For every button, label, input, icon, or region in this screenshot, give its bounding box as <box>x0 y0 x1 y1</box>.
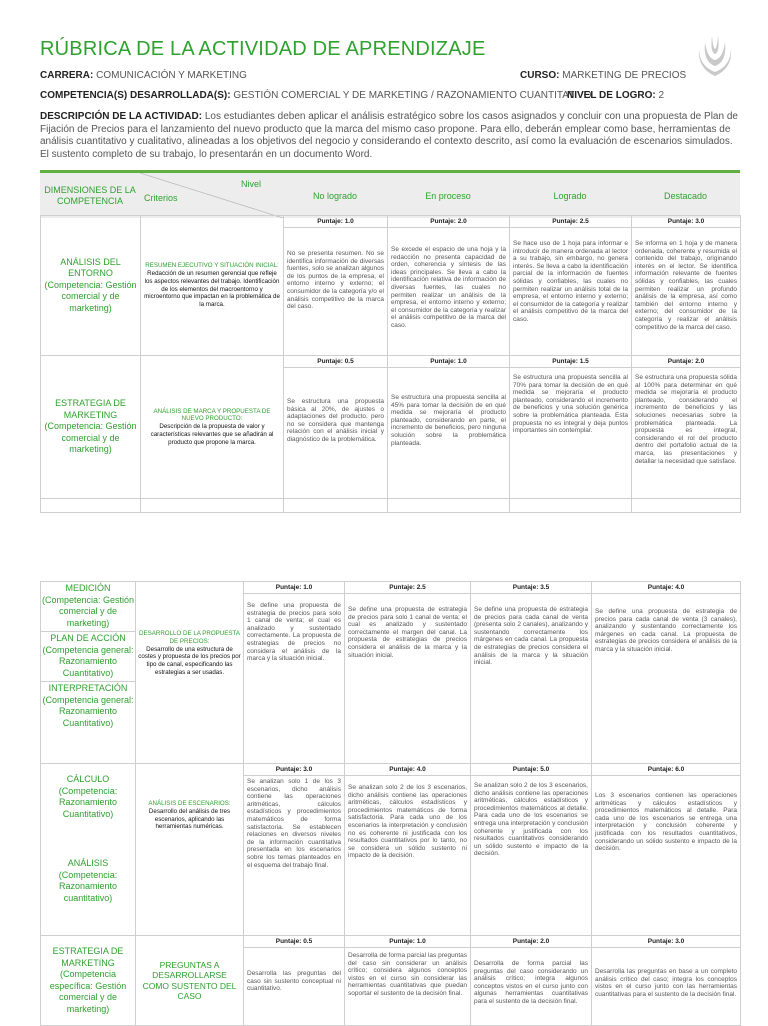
score-label: Puntaje: 1.0 <box>284 216 387 228</box>
dimension-label: ANÁLISIS (Competencia: Razonamiento cuantitativo) <box>58 858 118 903</box>
competencias-value: GESTIÓN COMERCIAL Y DE MARKETING / RAZONAMIENTO CUANTITATIVO <box>233 90 592 101</box>
empty-cell <box>388 499 510 513</box>
level-text: Se analizan solo 2 de los 3 escenarios, dicho análisis contiene las operaciones aritméticas, cálculos estadísticos y procedimientos matemáticos de forma satisfactoria. Para cada uno de los escenarios la interpretación y conclusión no es coherente ni justificada con los resultados cuantitativos por lo tanto, no se considera un sólido sustento ni impacto de la decisión. <box>348 784 467 860</box>
carrera-field <box>40 70 247 81</box>
criterio-title: ANÁLISIS DE ESCENARIOS: <box>148 800 231 807</box>
criterio-title: DESARROLLO DE LA PROPUESTA DE PRECIOS: <box>139 630 240 645</box>
score-label: Puntaje: 2.5 <box>510 216 631 228</box>
carrera-label: CARRERA: <box>40 70 94 81</box>
dimension-label: ESTRATEGIA DE MARKETING (Competencia específica: Gestión comercial y de marketing) <box>49 946 127 1014</box>
level-cell <box>284 216 388 356</box>
level-text: Se analizan solo 1 de los 3 escenarios, dicho análisis contiene las operaciones aritméticas, cálculos estadísticos y procedimientos matemáticos de forma satisfactoria. Se establecen relaciones en diversos niveles de la información cuantitativa presentada en los escenarios sobre los temas planteados en el esquema del trabajo final. <box>247 778 341 869</box>
level-cell <box>592 764 741 936</box>
dimension-label: CÁLCULO (Competencia: Razonamiento Cuantitativo) <box>58 774 118 819</box>
level-text: Se analizan solo 2 de los 3 escenarios, dicho análisis contiene las operaciones aritméticas, cálculos estadísticos y procedimientos matemáticos al detalle. Para cada uno de los escenarios se entrega una interpretación y conclusión coherente y justificada con los resultados cuantitativos considerando un sólido sustento e impacto de la decisión. <box>474 782 588 858</box>
university-logo-icon <box>693 32 737 80</box>
score-label: Puntaje: 4.0 <box>592 582 740 594</box>
level-text: Se define una propuesta de estrategia de precios para cada canal de venta (presenta solo 2 canales), analizando y sustentando correctamente los márgenes en cada canal. La propuesta de estrategias de precios considera el análisis de la marca y la situación inicial. <box>474 606 588 667</box>
competencias-label: COMPETENCIA(S) DESARROLLADA(S): <box>40 90 231 101</box>
dimensiones-header: DIMENSIONES DE LA COMPETENCIA <box>44 184 136 206</box>
score-label: Puntaje: 2.5 <box>345 582 470 594</box>
curso-label: CURSO: <box>520 70 560 81</box>
score-label: Puntaje: 2.0 <box>388 216 509 228</box>
rubric-header <box>40 170 740 218</box>
dimension-cell <box>41 764 136 936</box>
criterios-header: Criterios <box>144 193 178 203</box>
score-label: Puntaje: 4.0 <box>345 764 470 776</box>
level-header-no-logrado: No logrado <box>312 190 358 201</box>
criterio-desc: Redacción de un resumen gerencial que refleje los aspectos relevantes del trabajo. Identificación de los elementos del macroentorno y microentorno que impactan en la problemática de la marca. <box>144 269 280 309</box>
criterio-desc: Descripción de la propuesta de valor y características relevantes que se añadirán al producto que propone la marca. <box>150 423 274 446</box>
activity-description <box>40 111 740 161</box>
criterio-title: PREGUNTAS A DESARROLLARSE COMO SUSTENTO DEL CASO <box>142 959 237 1001</box>
criterio-title: ANÁLISIS DE MARCA Y PROPUESTA DE NUEVO PRODUCTO: <box>153 407 271 423</box>
criterio-cell <box>136 936 244 1026</box>
score-label: Puntaje: 1.5 <box>510 356 631 368</box>
dimension-label: ESTRATEGIA DE MARKETING (Competencia: Gestión comercial y de marketing) <box>44 398 137 455</box>
curso-value: MARKETING DE PRECIOS <box>562 70 687 81</box>
level-cell <box>345 936 471 1026</box>
level-cell <box>244 764 345 936</box>
level-cell <box>345 764 471 936</box>
level-text: Se define una propuesta de estrategia de precios para cada canal de venta (3 canales), analizando y sustentando correctamente los márgenes en cada canal. La propuesta de estrategias de precios considera el análisis de la marca y la situación inicial. <box>595 608 737 653</box>
level-cell <box>345 582 471 764</box>
level-text: Se informa en 1 hoja y de manera ordenada, coherente y resumida el contenido del trabajo, originando interés en el lector. Se identifica información relevante de fuentes sólidas y confiables, las cuales permiten realizar un profundo análisis de la empresa, así como también del entorno interno y externo; del consumidor de la categoría y realizar el análisis competitivo de la marca del caso. <box>635 240 737 331</box>
level-cell <box>471 936 592 1026</box>
level-cell <box>632 216 741 356</box>
empty-cell <box>141 499 284 513</box>
empty-cell <box>284 499 388 513</box>
competencias-field <box>40 90 592 101</box>
level-text: Se estructura una propuesta sencilla al 45% para tomar la decisión de en qué medida se mejoraría el producto planteado, considerando en parte, el incremento de beneficios, pero ninguna solución sobre la problemática planteada. <box>391 394 506 447</box>
nivel-header: Nivel <box>240 179 261 189</box>
level-header-destacado: Destacado <box>663 190 708 201</box>
desc-value: Los estudiantes deben aplicar el análisis estratégico sobre los casos asignados y concluir con una propuesta de Plan de Fijación de Precios para el lanzamiento del nuevo producto que la marca del mismo caso propone. Para ello, deberán emplear como base, herramientas de análisis cuantitativo y cualitativo, alineadas a los objetivos del negocio y considerando el contexto descrito, así como la evaluación de escenarios simulados. El sustento completo de su trabajo, lo presentarán en un documento Word. <box>40 111 738 160</box>
table-row <box>41 499 741 513</box>
level-text: Se estructura una propuesta básica al 20%, de ajustes o adaptaciones del producto, pero no se considera que mantenga relación con el análisis inicial y diagnóstico de la problemática. <box>287 398 384 443</box>
level-cell <box>388 216 510 356</box>
level-text: Desarrolla las preguntas del caso sin sustento conceptual ni cuantitativo. <box>247 970 341 993</box>
nivel-label: NIVEL DE LOGRO: <box>567 90 656 101</box>
level-text: Se estructura una propuesta sólida al 100% para determinar en qué medida se mejoraría el producto planteado, considerando el incremento de beneficios y las soluciones necesarias sobre la problemática planteada. La propuesta es integral, considerando el rol del producto dentro del portafolio actual de la marca, las presentaciones y detallar la necesidad que satisface. <box>635 374 737 465</box>
table-row <box>41 216 741 356</box>
level-text: Se define una propuesta de estrategia de precios para solo 1 canal de venta; el cual es analizado y sustentado correctamente. La propuesta de estrategias de precios no considera el análisis de la marca y la situación inicial. <box>247 602 341 663</box>
level-cell <box>632 356 741 499</box>
level-text: Los 3 escenarios contienen las operaciones aritméticas y cálculos estadísticos y procedimientos matemáticos al detalle. Para cada uno de los escenarios se entrega una interpretación y conclusión coherente y justificada con los resultados cuantitativos, considerando un sólido sustento e impacto de la decisión. <box>595 792 737 853</box>
level-cell <box>388 356 510 499</box>
score-label: Puntaje: 0.5 <box>284 356 387 368</box>
dimension-label: MEDICIÓN (Competencia: Gestión comercial y de marketing) <box>41 582 135 632</box>
dimension-cell <box>41 356 141 499</box>
table-row <box>41 936 741 1026</box>
level-cell <box>244 582 345 764</box>
dimension-cell <box>41 936 136 1026</box>
dimension-label: ANÁLISIS DEL ENTORNO (Competencia: Gestión comercial y de marketing) <box>44 256 137 313</box>
criterio-cell <box>141 356 284 499</box>
level-header-en-proceso: En proceso <box>425 190 471 201</box>
score-label: Puntaje: 6.0 <box>592 764 740 776</box>
score-label: Puntaje: 1.0 <box>345 936 470 948</box>
page-title: RÚBRICA DE LA ACTIVIDAD DE APRENDIZAJE <box>40 38 486 60</box>
level-text: Se estructura una propuesta sencilla al 70% para tomar la decisión de en qué medida se mejoraría el producto planteado, considerando el incremento de beneficios y una solución genérica sobre la problemática planteada. Esta propuesta no es integral y deja puntos importantes sin contemplar. <box>513 374 628 435</box>
level-cell <box>592 582 741 764</box>
dimension-label: PLAN DE ACCIÓN (Competencia general: Razonamiento Cuantitativo) <box>41 632 135 682</box>
empty-cell <box>510 499 632 513</box>
rubric-table-page-1 <box>40 215 741 513</box>
level-text: Se hace uso de 1 hoja para informar e introducir de manera ordenada al lector a su trabajo, sin embargo, no genera interés. Se lleva a cabo la identificación parcial de la información de fuentes sólidas y confiables, las cuales no permiten realizar un análisis total de la empresa, el entorno interno y externo; el consumidor de la categoría y realizar el análisis competitivo de la marca del caso. <box>513 240 628 323</box>
empty-cell <box>632 499 741 513</box>
criterios-nivel-header <box>140 173 283 218</box>
rubric-table-page-2 <box>40 581 741 1026</box>
score-label: Puntaje: 3.0 <box>244 764 344 776</box>
score-label: Puntaje: 3.5 <box>471 582 591 594</box>
criterio-desc: Desarrollo del análisis de tres escenarios, aplicando las herramientas numéricas. <box>148 807 231 831</box>
score-label: Puntaje: 2.0 <box>632 356 740 368</box>
level-text: No se presenta resumen. No se identifica información de diversas fuentes, solo se analizan algunos de los puntos de la empresa, el entorno interno y externo; el consumidor de la categoría y/o el análisis competitivo de la marca del caso. <box>287 250 384 311</box>
level-text: Se define una propuesta de estrategia de precios para solo 1 canal de venta; el cual es analizado y sustentado correctamente el margen del canal. La propuesta de estrategias de precios considera el análisis de la marca y la situación inicial. <box>348 606 467 659</box>
dimension-cell <box>41 582 136 764</box>
criterio-title: RESUMEN EJECUTIVO Y SITUACIÓN INICIAL: <box>145 262 279 270</box>
score-label: Puntaje: 3.0 <box>632 216 740 228</box>
level-cell <box>471 764 592 936</box>
criterio-cell <box>136 582 244 764</box>
level-text: Desarrolla las preguntas en base a un completo análisis crítico del caso; integra los conceptos vistos en el curso junto con las herramientas cuantitativas para el sustento de la decisión final. <box>595 968 737 998</box>
table-row <box>41 356 741 499</box>
criterio-cell <box>141 216 284 356</box>
score-label: Puntaje: 3.0 <box>592 936 740 948</box>
empty-cell <box>41 499 141 513</box>
level-cell <box>244 936 345 1026</box>
curso-field <box>520 70 686 81</box>
score-label: Puntaje: 1.0 <box>244 582 344 594</box>
level-cell <box>471 582 592 764</box>
dimension-cell <box>41 216 141 356</box>
score-label: Puntaje: 1.0 <box>388 356 509 368</box>
level-header-logrado: Logrado <box>553 190 587 201</box>
score-label: Puntaje: 2.0 <box>471 936 591 948</box>
level-cell <box>284 356 388 499</box>
nivel-field <box>567 90 664 101</box>
table-row <box>41 582 741 764</box>
score-label: Puntaje: 5.0 <box>471 764 591 776</box>
dimension-label: INTERPRETACIÓN (Competencia general: Razonamiento Cuantitativo) <box>42 683 134 728</box>
table-row <box>41 764 741 936</box>
score-label: Puntaje: 0.5 <box>244 936 344 948</box>
level-text: Desarrolla de forma parcial las preguntas del caso sin considerar un análisis crítico; considera algunos conceptos vistos en el curso sin considerar las herramientas cuantitativas que puedan soportar el sustento de la decisión final. <box>348 952 467 997</box>
criterio-desc: Desarrollo de una estructura de costes y propuesta de los precios por tipo de canal, especificando las estrategias a ser usadas. <box>138 645 241 676</box>
level-cell <box>510 216 632 356</box>
level-text: Se excede el espacio de una hoja y la redacción no presenta capacidad de orden, coherencia y síntesis de las ideas principales. Se lleva a cabo la identificación relativa de información de diversas fuentes, las cuales no permiten realizar un análisis de la empresa, el entorno interno y externo; el consumidor de la categoría y realizar el análisis competitivo de la marca del caso. <box>391 246 506 329</box>
level-cell <box>592 936 741 1026</box>
carrera-value: COMUNICACIÓN Y MARKETING <box>96 70 247 81</box>
level-cell <box>510 356 632 499</box>
desc-label: DESCRIPCIÓN DE LA ACTIVIDAD: <box>40 111 203 122</box>
level-text: Desarrolla de forma parcial las preguntas del caso considerando un análisis crítico; integra algunos conceptos vistos en el curso junto con algunas herramientas cuantitativas para el sustento de la decisión final. <box>474 960 588 1005</box>
nivel-value: 2 <box>658 90 665 101</box>
criterio-cell <box>136 764 244 936</box>
